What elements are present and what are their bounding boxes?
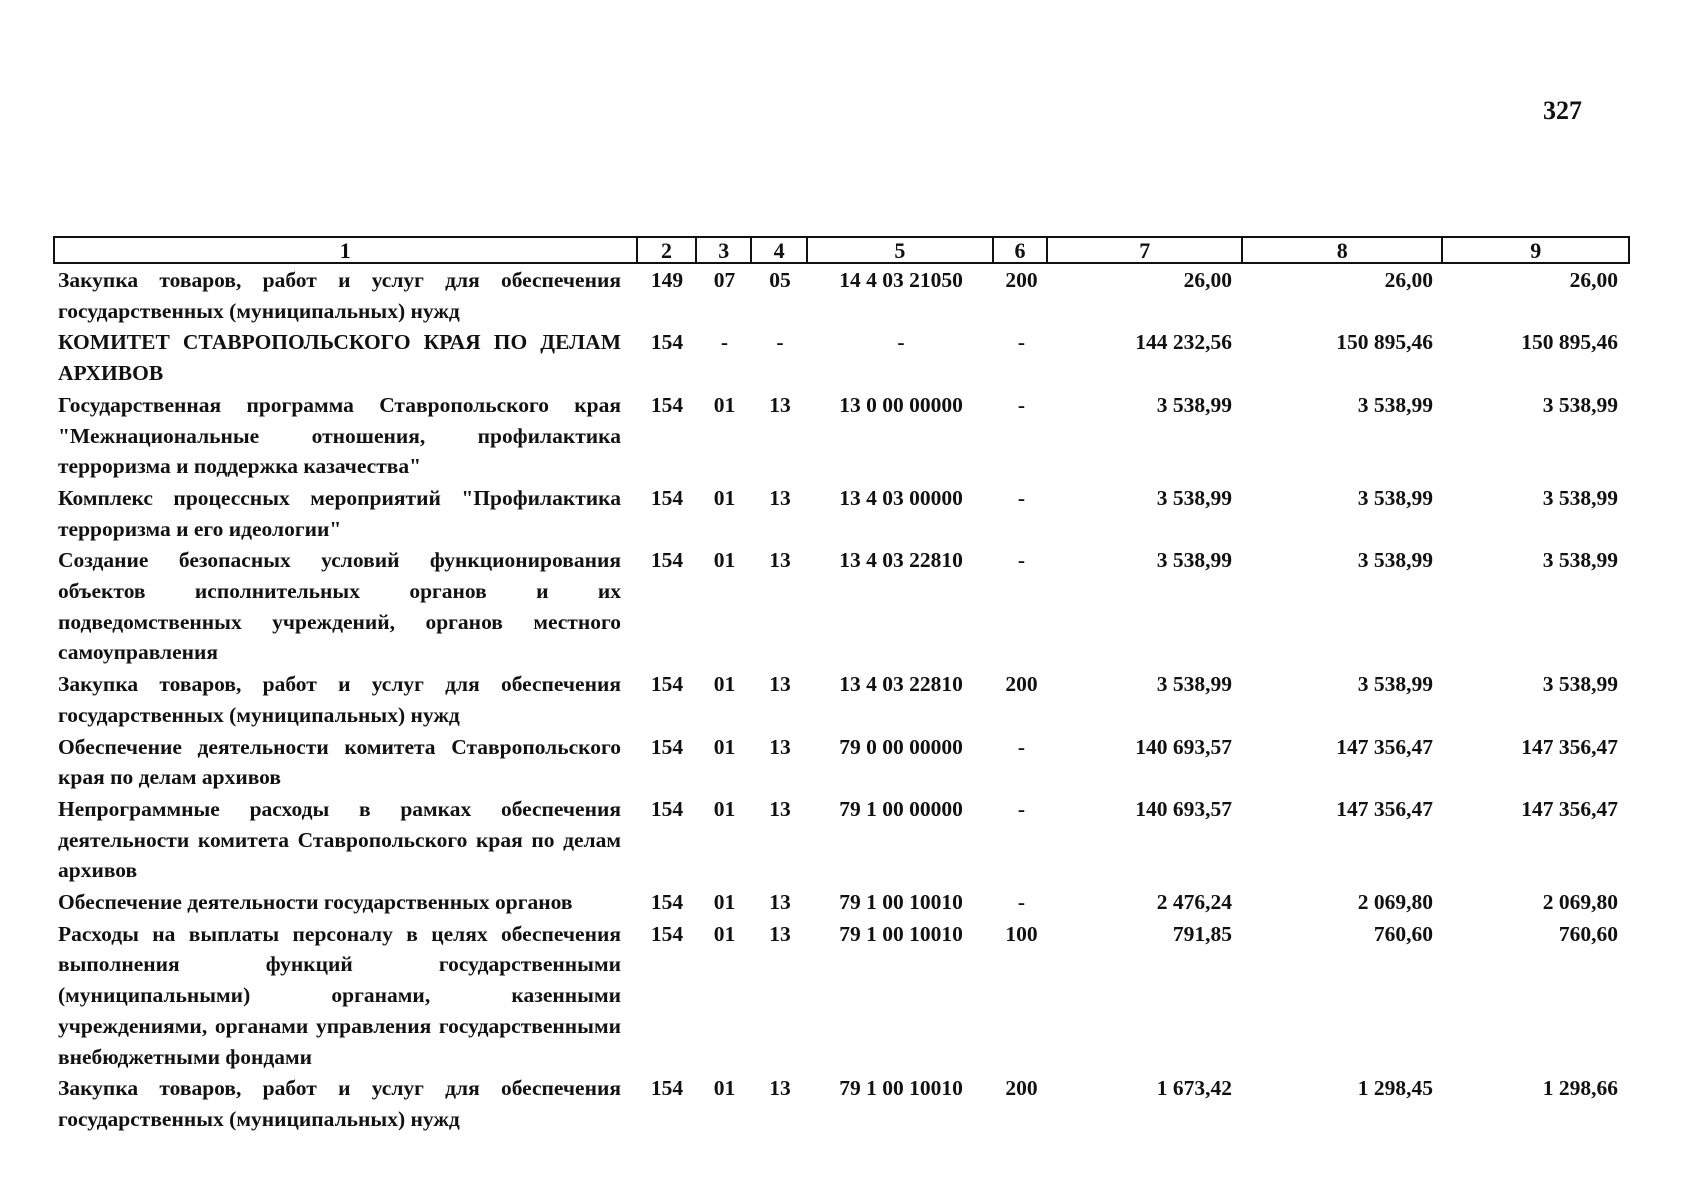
row-col-5: 13 4 03 22810: [839, 548, 963, 573]
row-col-4: 13: [769, 548, 791, 573]
row-col-6: 100: [1005, 921, 1038, 946]
row-col-7: 2 476,24: [1156, 890, 1232, 915]
row-name: Обеспечение деятельности комитета Ставропольского края по делам архивов: [58, 734, 621, 790]
row-col-3: 01: [713, 734, 736, 759]
row-col-9: 1 298,66: [1542, 1076, 1618, 1101]
row-col-8: 1 298,45: [1357, 1076, 1433, 1101]
table-row: [53, 264, 1630, 326]
row-col-9: 150 895,46: [1521, 330, 1618, 355]
row-col-2: 154: [650, 548, 684, 573]
row-name: Создание безопасных условий функционирования объектов исполнительных органов и их подведомственных учреждений, органов местного самоуправления: [58, 548, 621, 665]
page-number: 327: [1543, 96, 1582, 125]
row-col-5: 79 1 00 10010: [839, 1076, 963, 1101]
row-name: Закупка товаров, работ и услуг для обеспечения государственных (муниципальных) нужд: [58, 672, 621, 727]
row-name: Комплекс процессных мероприятий "Профилактика терроризма и его идеологии": [58, 485, 621, 541]
row-col-9: 760,60: [1558, 921, 1618, 946]
header-col-7: 7: [1048, 238, 1243, 262]
row-col-4: 13: [769, 734, 791, 759]
row-col-8: 3 538,99: [1357, 548, 1433, 573]
row-col-9: 147 356,47: [1521, 734, 1618, 759]
table-row: [53, 668, 1630, 730]
row-col-8: 3 538,99: [1357, 392, 1433, 417]
row-col-2: 154: [650, 921, 684, 946]
row-col-4: 13: [769, 392, 791, 417]
row-col-7: 3 538,99: [1156, 392, 1232, 417]
row-name: Государственная программа Ставропольского края "Межнациональные отношения, профилактика терроризма и поддержка казачества": [58, 392, 621, 479]
row-col-2: 154: [650, 734, 684, 759]
row-name: Обеспечение деятельности государственных органов: [58, 890, 573, 915]
row-col-7: 144 232,56: [1135, 330, 1232, 355]
row-name: Непрограммные расходы в рамках обеспечения деятельности комитета Ставропольского края по делам архивов: [58, 796, 621, 883]
budget-table: [53, 236, 1630, 1135]
row-col-9: 3 538,99: [1542, 485, 1618, 510]
row-col-3: 01: [713, 890, 736, 915]
row-col-9: 26,00: [1569, 268, 1618, 292]
row-col-6: 200: [1005, 268, 1038, 292]
row-col-5: 79 1 00 10010: [839, 921, 963, 946]
row-name: Закупка товаров, работ и услуг для обеспечения государственных (муниципальных) нужд: [58, 268, 621, 323]
row-name: КОМИТЕТ СТАВРОПОЛЬСКОГО КРАЯ ПО ДЕЛАМ АРХИВОВ: [58, 330, 621, 386]
row-col-8: 3 538,99: [1357, 485, 1433, 510]
table-header: [53, 236, 1630, 264]
row-col-4: 13: [769, 890, 791, 915]
row-col-5: 79 1 00 00000: [839, 796, 963, 821]
table-row: [53, 1072, 1630, 1134]
row-col-9: 3 538,99: [1542, 672, 1618, 697]
row-col-8: 760,60: [1373, 921, 1433, 946]
row-col-3: 07: [713, 268, 736, 292]
row-col-4: 13: [769, 1076, 791, 1101]
row-col-6: -: [1017, 392, 1026, 417]
table-row: [53, 731, 1630, 793]
row-col-9: 3 538,99: [1542, 548, 1618, 573]
row-col-6: 200: [1005, 1076, 1038, 1101]
row-col-7: 791,85: [1172, 921, 1232, 946]
row-col-3: 01: [713, 921, 736, 946]
row-col-5: 79 1 00 10010: [839, 890, 963, 915]
row-col-2: 154: [650, 1076, 684, 1101]
row-col-7: 140 693,57: [1135, 734, 1232, 759]
row-col-8: 26,00: [1384, 268, 1433, 292]
row-col-6: -: [1017, 796, 1026, 821]
header-col-8: 8: [1243, 238, 1443, 262]
row-col-3: 01: [713, 672, 736, 697]
table-row: [53, 918, 1630, 1073]
table-row: [53, 326, 1630, 388]
row-col-6: 200: [1005, 672, 1038, 697]
row-col-4: -: [776, 330, 784, 355]
table-row: [53, 544, 1630, 668]
header-col-1: 1: [55, 238, 638, 262]
header-col-3: 3: [697, 238, 752, 262]
row-col-7: 140 693,57: [1135, 796, 1232, 821]
row-col-2: 154: [650, 330, 684, 355]
row-name: Расходы на выплаты персоналу в целях обеспечения выполнения функций государственными (муниципальными) органами, казенными учреждениями, органами управления государственными внебюджетными фондами: [58, 921, 621, 1069]
row-col-7: 1 673,42: [1156, 1076, 1232, 1101]
header-col-4: 4: [752, 238, 808, 262]
header-col-2: 2: [638, 238, 698, 262]
row-col-4: 13: [769, 796, 791, 821]
row-col-5: -: [897, 330, 905, 355]
row-col-8: 3 538,99: [1357, 672, 1433, 697]
row-col-6: -: [1017, 734, 1026, 759]
row-col-2: 154: [650, 672, 684, 697]
row-col-6: -: [1017, 330, 1026, 355]
row-col-2: 154: [650, 392, 684, 417]
row-col-3: 01: [713, 485, 736, 510]
row-col-6: -: [1017, 485, 1026, 510]
row-col-5: 13 0 00 00000: [839, 392, 963, 417]
row-col-2: 154: [650, 890, 684, 915]
row-name: Закупка товаров, работ и услуг для обеспечения государственных (муниципальных) нужд: [58, 1076, 621, 1131]
row-col-8: 150 895,46: [1336, 330, 1433, 355]
row-col-2: 154: [650, 796, 684, 821]
row-col-4: 13: [769, 485, 791, 510]
row-col-9: 147 356,47: [1521, 796, 1618, 821]
row-col-3: 01: [713, 1076, 736, 1101]
row-col-9: 2 069,80: [1542, 890, 1618, 915]
row-col-5: 79 0 00 00000: [839, 734, 963, 759]
row-col-7: 3 538,99: [1156, 485, 1232, 510]
row-col-2: 149: [650, 268, 684, 292]
header-col-9: 9: [1530, 238, 1542, 263]
row-col-7: 26,00: [1183, 268, 1232, 292]
row-col-2: 154: [650, 485, 684, 510]
row-col-8: 2 069,80: [1357, 890, 1433, 915]
row-col-6: -: [1017, 890, 1026, 915]
row-col-3: 01: [713, 548, 736, 573]
row-col-4: 13: [769, 672, 791, 697]
row-col-8: 147 356,47: [1336, 796, 1433, 821]
row-col-3: 01: [713, 392, 736, 417]
table-row: [53, 482, 1630, 544]
row-col-3: -: [720, 330, 729, 355]
row-col-5: 14 4 03 21050: [839, 268, 963, 292]
row-col-5: 13 4 03 22810: [839, 672, 963, 697]
row-col-7: 3 538,99: [1156, 672, 1232, 697]
row-col-7: 3 538,99: [1156, 548, 1232, 573]
header-col-5: 5: [808, 238, 994, 262]
row-col-8: 147 356,47: [1336, 734, 1433, 759]
table-row: [53, 389, 1630, 482]
row-col-5: 13 4 03 00000: [839, 485, 963, 510]
table-row: [53, 793, 1630, 886]
table-body: [53, 264, 1630, 1135]
row-col-9: 3 538,99: [1542, 392, 1618, 417]
row-col-6: -: [1017, 548, 1026, 573]
table-row: [53, 886, 1630, 918]
row-col-4: 13: [769, 921, 791, 946]
header-col-6: 6: [994, 238, 1049, 262]
row-col-4: 05: [769, 268, 791, 292]
row-col-3: 01: [713, 796, 736, 821]
